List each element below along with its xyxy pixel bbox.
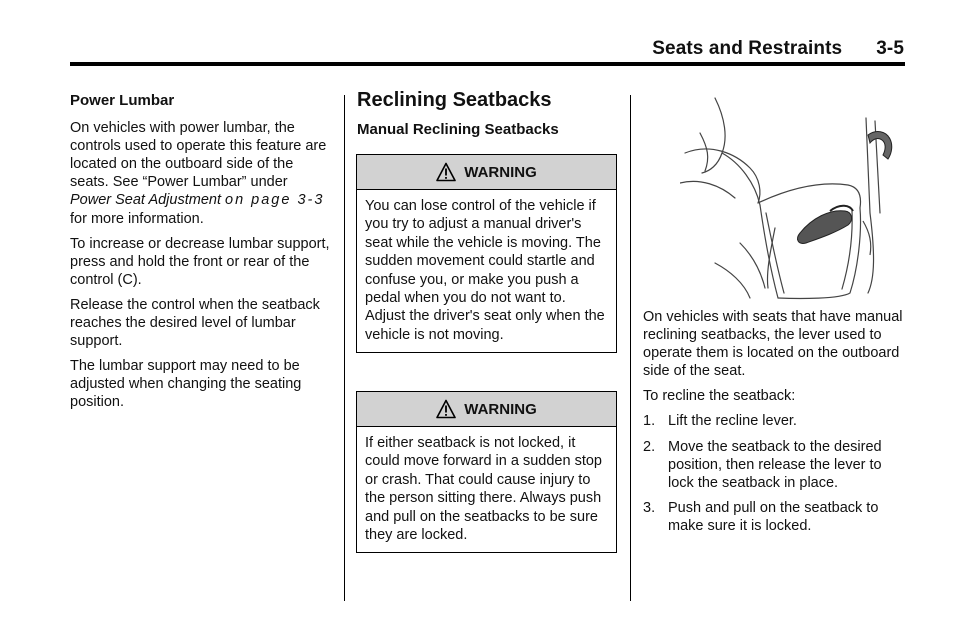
power-lumbar-paragraph-4: The lumbar support may need to be adjusted when changing the seating position. bbox=[70, 358, 302, 411]
warning-header-2 bbox=[357, 392, 616, 427]
left-column bbox=[70, 92, 332, 419]
warning-text-1: You can lose control of the vehicle if you try to adjust a manual driver's seat while the vehicle is moving. The sudden movement could startle and confuse you, or make you push a pedal when you do not want to. Adjust the driver's seat only when the vehicle is not moving. bbox=[365, 198, 605, 343]
power-lumbar-heading: Power Lumbar bbox=[70, 92, 175, 109]
p1-after: for more information. bbox=[70, 210, 204, 227]
warning-header-1 bbox=[357, 155, 616, 190]
step-number: 2. bbox=[643, 438, 656, 455]
middle-column bbox=[357, 91, 619, 148]
list-item bbox=[643, 438, 905, 492]
recline-lead-in: To recline the seatback: bbox=[643, 388, 796, 405]
manual-reclining-subheading: Manual Reclining Seatbacks bbox=[357, 121, 559, 139]
list-item bbox=[643, 412, 905, 430]
header-rule bbox=[70, 62, 905, 66]
step-text: Lift the recline lever. bbox=[668, 413, 797, 430]
reclining-seatbacks-title: Reclining Seatbacks bbox=[357, 89, 552, 111]
column-divider-left bbox=[344, 95, 345, 601]
page-header bbox=[652, 38, 904, 60]
xref-page[interactable]: on page 3-3 bbox=[225, 192, 325, 209]
page-number: 3-5 bbox=[876, 38, 904, 59]
warning-text-2: If either seatback is not locked, it could move forward in a sudden stop or crash. That could cause injury to the person sitting there. Always push and pull on the seatbacks to be sure they are locked. bbox=[365, 435, 602, 544]
power-lumbar-paragraph-3: Release the control when the seatback reaches the desired level of lumbar support. bbox=[70, 296, 320, 350]
section-title: Seats and Restraints bbox=[652, 38, 843, 59]
warning-box-2 bbox=[356, 391, 617, 553]
step-number: 1. bbox=[643, 413, 656, 430]
recline-intro: On vehicles with seats that have manual reclining seatbacks, the lever used to operate them is located on the outboard side of the seat. bbox=[643, 309, 903, 380]
seat-recline-lever-illustration bbox=[680, 93, 900, 303]
warning-box-1 bbox=[356, 154, 617, 353]
warning-triangle-icon bbox=[436, 399, 456, 419]
step-number: 3. bbox=[643, 499, 656, 516]
step-text: Push and pull on the seatback to make sure it is locked. bbox=[668, 499, 879, 534]
list-item bbox=[643, 499, 905, 535]
xref-link[interactable] bbox=[70, 192, 324, 208]
right-column bbox=[643, 308, 905, 542]
recline-steps-list bbox=[643, 412, 905, 535]
warning-triangle-icon bbox=[436, 162, 456, 182]
warning-label-2: WARNING bbox=[464, 400, 537, 418]
power-lumbar-paragraph-2: To increase or decrease lumbar support, press and hold the front or rear of the control (C). bbox=[70, 235, 330, 288]
power-lumbar-paragraph-1 bbox=[70, 119, 332, 228]
p1-text: On vehicles with power lumbar, the controls used to operate this feature are located on the outboard side of the seats. See “Power Lumbar” under bbox=[70, 120, 327, 191]
xref-title[interactable]: Power Seat Adjustment bbox=[70, 192, 221, 209]
step-text: Move the seatback to the desired position, then release the lever to lock the seatback in place. bbox=[668, 438, 882, 491]
column-divider-right bbox=[630, 95, 631, 601]
warning-label-1: WARNING bbox=[464, 163, 537, 181]
